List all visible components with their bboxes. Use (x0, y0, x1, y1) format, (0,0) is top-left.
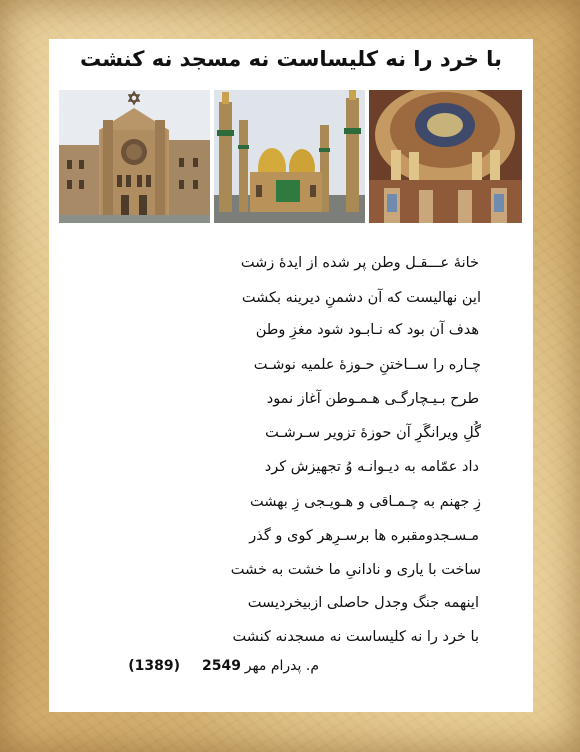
poem-line-11: اینهمه جنگ وجدل حاصلی ازبیخردیست (247, 595, 479, 611)
poem-title: با خرد را نه کلیساست نه مسجد نه کنشت (80, 47, 502, 71)
poem-line-2: این نهالیست که آن دشمنِ دیرینه بکشت (241, 290, 481, 306)
poem-year: (1389) (128, 658, 180, 674)
poem-line-7: داد عمّامه به دیـوانـه وُ تجهیزش کرد (264, 459, 479, 475)
poem-line-12: با خرد را نه کلیساست نه مسجدنه کنشت (232, 629, 479, 645)
poem-number: 2549 (202, 658, 241, 674)
poem-line-3: هدف آن بود که نـابـود شود مغزِ وطن (255, 322, 479, 338)
poem-line-8: زِ جهنم به چـمـاقی و هـویـجی زِ بهشت (249, 494, 481, 510)
poem-line-10: ساخت با یاری و نادانیِ ما خشت به خشت (230, 562, 481, 578)
poem-line-1: خانۀ عـــقـل وطن پر شده از ایدۀ زشت (240, 255, 479, 271)
poem-card (49, 39, 533, 712)
synagogue-photo (59, 90, 210, 223)
church-dome-photo (369, 90, 522, 223)
poem-line-4: چـاره را ســاختنِ حـوزۀ علمیه نوشـت (253, 357, 481, 373)
poem-line-9: مـسـجدومقبره ها برسـرِهر کوی و گذر (249, 528, 479, 544)
shrine-mosque-photo (214, 90, 365, 223)
author-name: م. پدرام مهر (244, 658, 319, 674)
poem-line-5: طرح بـیـچارگـی هـمـوطن آغاز نمود (266, 391, 479, 407)
poem-line-6: گُلِ ویرانگَرِ آن حوزۀ تزویر سـرشـت (265, 425, 481, 441)
